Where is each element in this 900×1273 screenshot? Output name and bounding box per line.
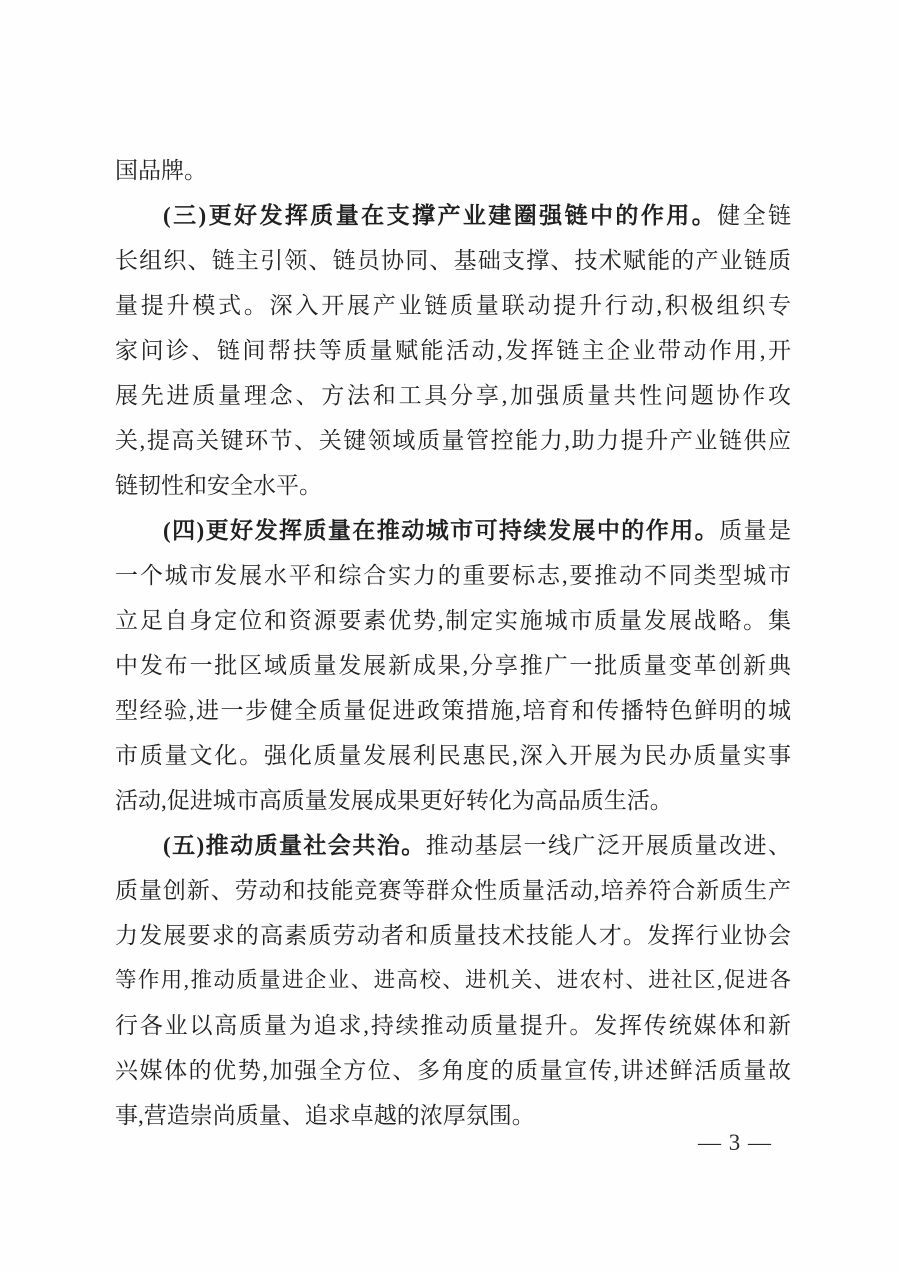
text-run: 推动基层一线广泛开展质量改进、 <box>425 833 791 858</box>
text-line: 家问诊、链间帮扶等质量赋能活动,发挥链主企业带动作用,开 <box>115 338 791 363</box>
text-line: 活动,促进城市高质量发展成果更好转化为高品质生活。 <box>115 788 673 813</box>
text-line <box>115 193 791 238</box>
text-line: 中发布一批区域质量发展新成果,分享推广一批质量变革创新典 <box>115 653 791 678</box>
paragraph-continuation <box>115 148 791 193</box>
text-run: 健全链 <box>717 203 791 228</box>
text-line: 行各业以高质量为追求,持续推动质量提升。发挥传统媒体和新 <box>115 1013 791 1038</box>
text-line: 量提升模式。深入开展产业链质量联动提升行动,积极组织专 <box>115 293 791 318</box>
text-run: 质量是 <box>719 518 791 543</box>
section-4-heading: (四)更好发挥质量在推动城市可持续发展中的作用。 <box>163 518 720 543</box>
text-line: 链韧性和安全水平。 <box>115 473 322 498</box>
page-number: — 3 — <box>698 1130 772 1155</box>
text-line <box>115 508 791 553</box>
text-line: 质量创新、劳动和技能竞赛等群众性质量活动,培养符合新质生产 <box>115 878 791 903</box>
text-line: 国品牌。 <box>115 158 207 183</box>
text-line: 一个城市发展水平和综合实力的重要标志,要推动不同类型城市 <box>115 563 791 588</box>
text-line: 展先进质量理念、方法和工具分享,加强质量共性问题协作攻 <box>115 383 791 408</box>
document-body <box>115 148 791 1138</box>
paragraph-section-3 <box>115 193 791 508</box>
text-line: 立足自身定位和资源要素优势,制定实施城市质量发展战略。集 <box>115 608 791 633</box>
text-line: 型经验,进一步健全质量促进政策措施,培育和传播特色鲜明的城 <box>115 698 791 723</box>
text-line: 事,营造崇尚质量、追求卓越的浓厚氛围。 <box>115 1103 535 1128</box>
section-5-heading: (五)推动质量社会共治。 <box>163 833 426 858</box>
text-line: 长组织、链主引领、链员协同、基础支撑、技术赋能的产业链质 <box>115 248 791 273</box>
paragraph-section-4 <box>115 508 791 823</box>
text-line: 市质量文化。强化质量发展利民惠民,深入开展为民办质量实事 <box>115 743 791 768</box>
text-line: 等作用,推动质量进企业、进高校、进机关、进农村、进社区,促进各 <box>115 968 791 992</box>
text-line: 力发展要求的高素质劳动者和质量技术技能人才。发挥行业协会 <box>115 923 791 948</box>
text-line: 关,提高关键环节、关键领域质量管控能力,助力提升产业链供应 <box>115 428 791 453</box>
paragraph-section-5 <box>115 823 791 1138</box>
section-3-heading: (三)更好发挥质量在支撑产业建圈强链中的作用。 <box>163 203 718 228</box>
text-line <box>115 823 791 868</box>
text-line: 兴媒体的优势,加强全方位、多角度的质量宣传,讲述鲜活质量故 <box>115 1058 791 1083</box>
